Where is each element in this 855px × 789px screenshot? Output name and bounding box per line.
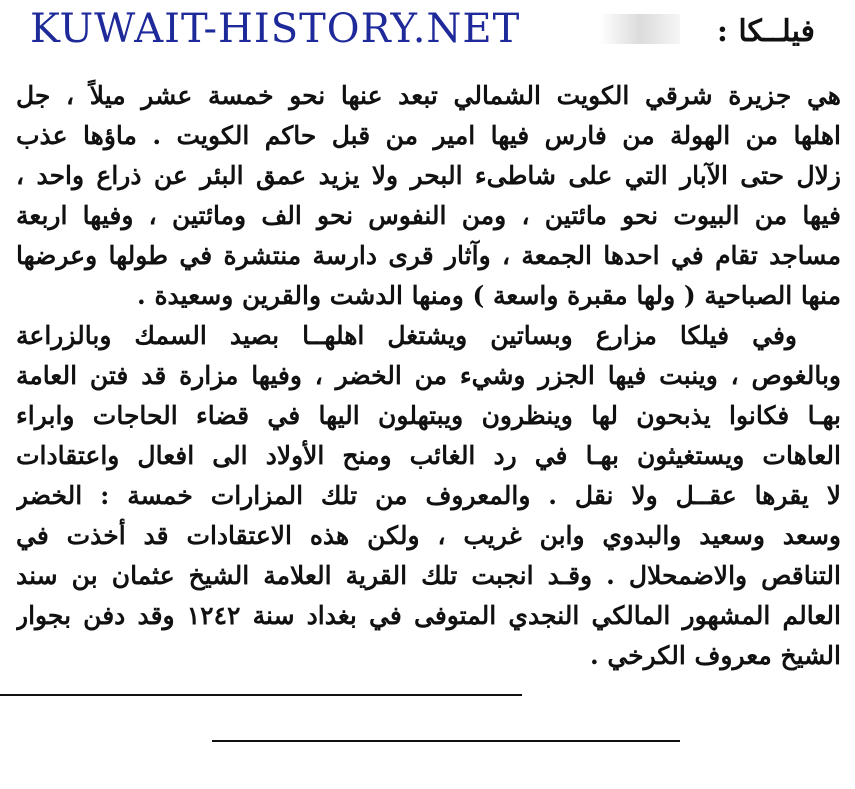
text-line: الشيخ معروف الكرخي . [589,641,841,670]
text-line: التناقص والاضمحلال . وقـد انجبت تلك القرية العلامة الشيخ عثمان بن سند [16,561,841,590]
text-line: وفي فيلكا مزارع وبساتين ويشتغل اهلهــا بصيد السمك وبالزراعة [16,321,797,350]
text-line: زلال حتى الآبار التي على شاطىء البحر ولا يزيد عمق البئر عن ذراع واحد ، [16,161,841,190]
text-line: هي جزيرة شرقي الكويت الشمالي تبعد عنها نحو خمسة عشر ميلاً ، جل [16,81,841,110]
text-line: منها الصباحية ( ولها مقبرة واسعة ) ومنها الدشت والقرين وسعيدة . [137,281,841,310]
text-line: وسعد وسعيد والبدوي وابن غريب ، ولكن هذه الاعتقادات قد أخذت في [16,521,841,550]
text-line: مساجد تقام في احدها الجمعة ، وآثار قرى دارسة منتشرة في طولها وعرضها [16,241,841,270]
text-line: العالم المشهور المالكي النجدي المتوفى في بغداد سنة ١٢٤٢ وقد دفن بجوار [16,601,841,630]
underline-rule [212,740,680,742]
text-line: بهـا فكانوا يذبحون لها وينظرون ويبتهلون اليها في قضاء الحاجات وابراء [16,401,841,430]
section-heading: فيلــكا : [716,14,815,49]
body-text [16,76,841,676]
text-line: لا يقرها عقــل ولا نقل . والمعروف من تلك المزارات خمسة : الخضر [16,481,841,510]
text-line: العاهات ويستغيثون بهـا في رد الغائب ومنح الأولاد الى افعال واعتقادات [16,441,841,470]
scan-smudge [600,14,680,44]
site-watermark: KUWAIT-HISTORY.NET [30,6,521,52]
text-line: فيها من البيوت نحو مائتين ، ومن النفوس نحو الف ومائتين ، وفيها اربعة [16,201,841,230]
underline-rule [0,694,522,696]
text-line: اهلها من الهولة من فارس فيها امير من قبل حاكم الكويت . ماؤها عذب [16,121,841,150]
text-line: وبالغوص ، وينبت فيها الجزر وشيء من الخضر ، وفيها مزارة قد فتن العامة [16,361,841,390]
